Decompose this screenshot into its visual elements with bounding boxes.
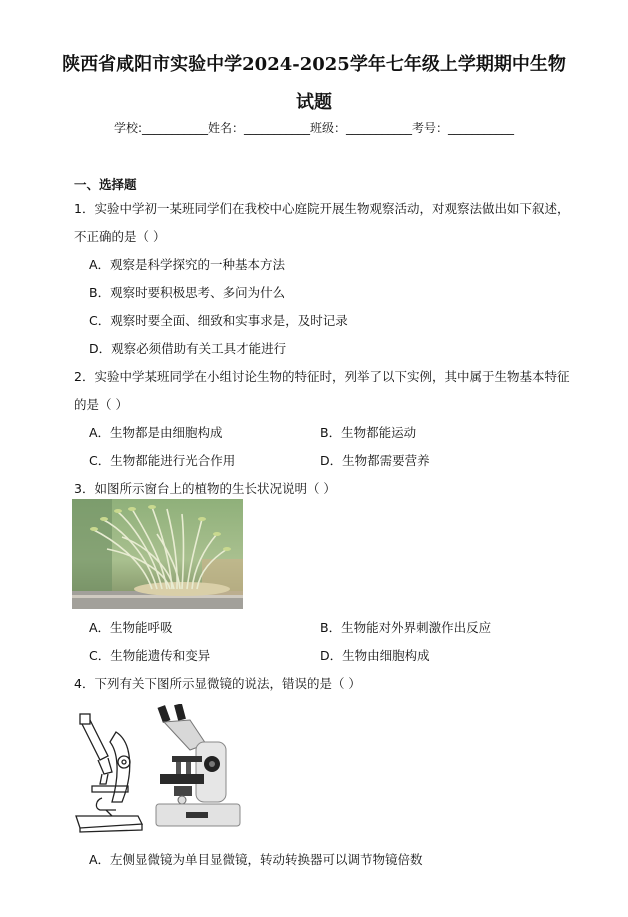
question-3-stem: 3．如图所示窗台上的植物的生长状况说明（ ） — [74, 481, 336, 496]
question-3-option-a: A．生物能呼吸 — [89, 620, 173, 635]
monocular-microscope-drawing — [72, 712, 152, 834]
student-info-line: 学校:___________姓名：___________班级：___________考号：___________ — [113, 121, 515, 135]
section-heading: 一、选择题 — [74, 177, 137, 192]
question-1-option-b: B．观察时要积极思考、多问为什么 — [89, 285, 286, 300]
binocular-microscope-photo — [150, 704, 246, 834]
question-2-stem-cont: 的是（ ） — [74, 397, 128, 412]
question-1-option-d: D．观察必须借助有关工具才能进行 — [89, 341, 287, 356]
question-2-option-a: A．生物都是由细胞构成 — [89, 425, 223, 440]
question-2-option-b: B．生物都能运动 — [320, 425, 417, 440]
question-1-option-a: A．观察是科学探究的一种基本方法 — [89, 257, 286, 272]
question-3-option-b: B．生物能对外界刺激作出反应 — [320, 620, 492, 635]
question-2-option-c: C．生物都能进行光合作用 — [89, 453, 236, 468]
question-2-stem: 2．实验中学某班同学在小组讨论生物的特征时，列举了以下实例，其中属于生物基本特征 — [74, 369, 570, 384]
document-title-cont: 试题 — [296, 92, 332, 113]
question-2-option-d: D．生物都需要营养 — [320, 453, 430, 468]
question-3-option-d: D．生物由细胞构成 — [320, 648, 430, 663]
plant-photo — [72, 499, 243, 609]
question-1-option-c: C．观察时要全面、细致和实事求是，及时记录 — [89, 313, 348, 328]
question-1-stem: 1．实验中学初一某班同学们在我校中心庭院开展生物观察活动，对观察法做出如下叙述， — [74, 201, 570, 216]
question-4-stem: 4．下列有关下图所示显微镜的说法，错误的是（ ） — [74, 676, 361, 691]
question-1-stem-cont: 不正确的是（ ） — [74, 229, 166, 244]
document-title: 陕西省咸阳市实验中学2024-2025学年七年级上学期期中生物 — [62, 54, 566, 75]
question-4-option-a: A．左侧显微镜为单目显微镜，转动转换器可以调节物镜倍数 — [89, 852, 423, 867]
question-3-option-c: C．生物能遗传和变异 — [89, 648, 211, 663]
